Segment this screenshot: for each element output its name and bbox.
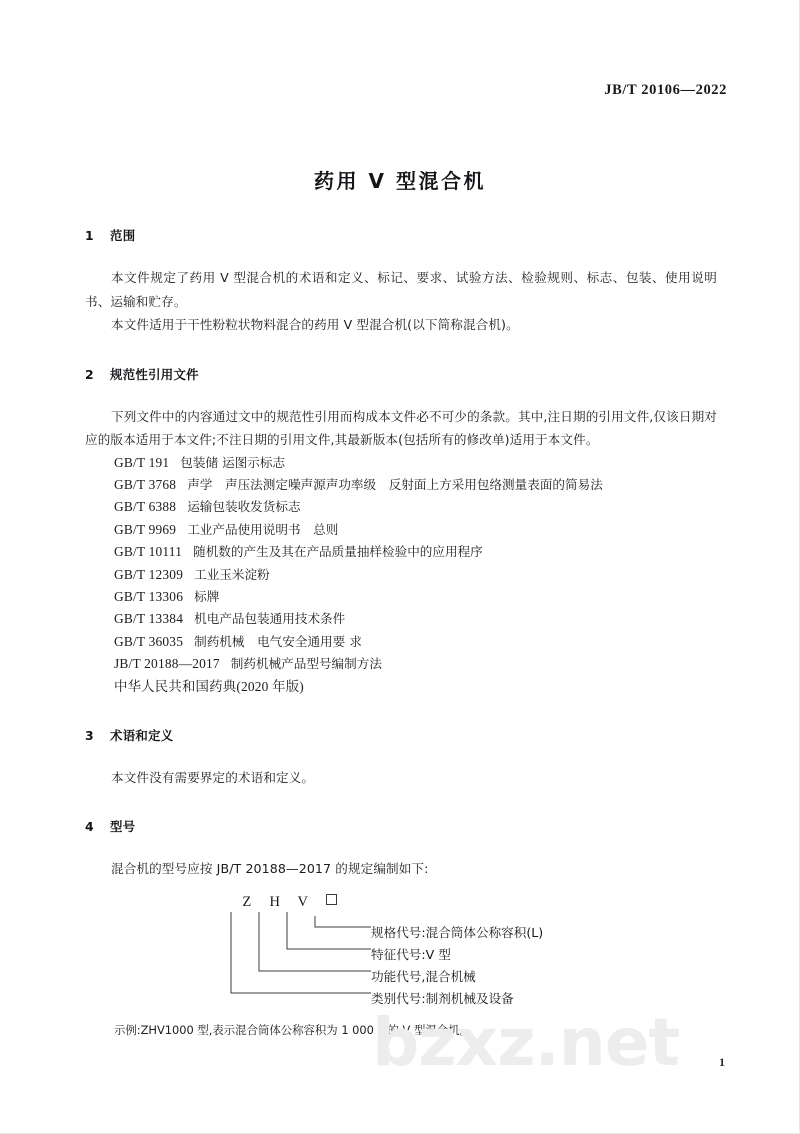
model-label-function: 功能代号,混合机械 xyxy=(371,968,476,984)
reference-item xyxy=(114,474,717,496)
leader-line-specification xyxy=(315,916,371,927)
reference-code: GB/T 13306 xyxy=(114,588,184,604)
reference-code: GB/T 12309 xyxy=(114,566,184,582)
reference-code: GB/T 36035 xyxy=(114,633,184,649)
model-code-letter-v: V xyxy=(297,893,309,910)
section-title-terms: 术语和定义 xyxy=(110,727,174,743)
section-heading-normative-references xyxy=(85,365,717,383)
reference-title: 包装储 运图示标志 xyxy=(180,454,286,470)
reference-code: GB/T 3768 xyxy=(114,476,177,492)
reference-title: 工业产品使用说明书 总则 xyxy=(187,521,339,537)
section-heading-scope xyxy=(85,226,717,244)
reference-title: 机电产品包装通用技术条件 xyxy=(194,611,346,627)
reference-item xyxy=(114,564,717,586)
section-number-terms: 3 xyxy=(85,727,94,743)
reference-code: GB/T 13384 xyxy=(114,611,184,627)
terms-paragraph: 本文件没有需要界定的术语和定义。 xyxy=(111,769,315,785)
page-title: 药用 V 型混合机 xyxy=(314,169,486,194)
scope-paragraph-1: 本文件规定了药用 V 型混合机的术语和定义、标记、要求、试验方法、检验规则、标志、包装、使用说明书、运输和贮存。 xyxy=(85,270,717,309)
reference-item xyxy=(114,608,717,630)
model-code-letter-h: H xyxy=(269,893,281,910)
model-diagram-leader-lines xyxy=(85,894,385,1020)
document-body xyxy=(85,226,717,1040)
reference-title: 声学 声压法测定噪声源声功率级 反射面上方采用包络测量表面的简易法 xyxy=(187,476,603,492)
section-number-scope: 1 xyxy=(85,228,94,243)
reference-title: 标牌 xyxy=(194,588,220,604)
reference-code: GB/T 10111 xyxy=(114,544,183,560)
reference-title: 运输包装收发货标志 xyxy=(187,499,301,515)
model-diagram-labels xyxy=(371,922,543,1010)
reference-title: 制药机械产品型号编制方法 xyxy=(230,656,382,672)
reference-item xyxy=(114,452,717,474)
reference-code: GB/T 191 xyxy=(114,454,170,470)
reference-item xyxy=(114,541,717,563)
reference-item xyxy=(114,519,717,541)
reference-item xyxy=(114,496,717,518)
section-heading-model xyxy=(85,817,717,835)
leader-line-feature xyxy=(287,912,371,949)
section-title-scope: 范围 xyxy=(110,228,136,243)
reference-title: 随机数的产生及其在产品质量抽样检验中的应用程序 xyxy=(193,544,483,560)
reference-code: 中华人民共和国药典(2020 年版) xyxy=(114,678,304,694)
reference-item xyxy=(114,653,717,675)
section-title-model: 型号 xyxy=(110,819,136,835)
section-number-model: 4 xyxy=(85,819,94,835)
section-title-normative-references: 规范性引用文件 xyxy=(110,366,199,382)
reference-code: GB/T 6388 xyxy=(114,499,177,515)
leader-line-category xyxy=(231,912,371,993)
reference-item xyxy=(114,631,717,653)
reference-item xyxy=(114,676,717,698)
normative-reference-list xyxy=(114,452,717,698)
reference-code: GB/T 9969 xyxy=(114,521,177,537)
model-label-feature: 特征代号:V 型 xyxy=(371,946,451,962)
model-label-category: 类别代号:制剂机械及设备 xyxy=(371,990,514,1006)
model-example-text: 示例:ZHV1000 型,表示混合筒体公称容积为 1 000 L 的 V 型混合机。 xyxy=(114,1022,471,1037)
model-code-letter-z: Z xyxy=(242,893,252,910)
reference-code: JB/T 20188—2017 xyxy=(114,656,220,672)
section-heading-terms xyxy=(85,726,717,744)
model-designation-diagram xyxy=(85,894,717,1020)
reference-item xyxy=(114,586,717,608)
section-number-normative-references: 2 xyxy=(85,366,94,382)
model-label-specification: 规格代号:混合筒体公称容积(L) xyxy=(371,924,544,940)
model-intro-paragraph: 混合机的型号应按 JB/T 20188—2017 的规定编制如下: xyxy=(111,861,429,877)
running-header-standard-number: JB/T 20106—2022 xyxy=(604,82,727,98)
page-number: 1 xyxy=(719,1055,725,1069)
scope-paragraph-2: 本文件适用于干性粉粒状物料混合的药用 V 型混合机(以下简称混合机)。 xyxy=(111,317,519,332)
reference-title: 制药机械 电气安全通用要 求 xyxy=(194,633,362,649)
normative-references-intro: 下列文件中的内容通过文中的规范性引用而构成本文件必不可少的条款。其中,注日期的引用文件,仅该日期对应的版本适用于本文件;不注日期的引用文件,其最新版本(包括所有的修改单)适用于本文件。 xyxy=(85,408,717,447)
watermark: bzxz.net xyxy=(372,1004,680,1081)
reference-title: 工业玉米淀粉 xyxy=(194,566,270,582)
